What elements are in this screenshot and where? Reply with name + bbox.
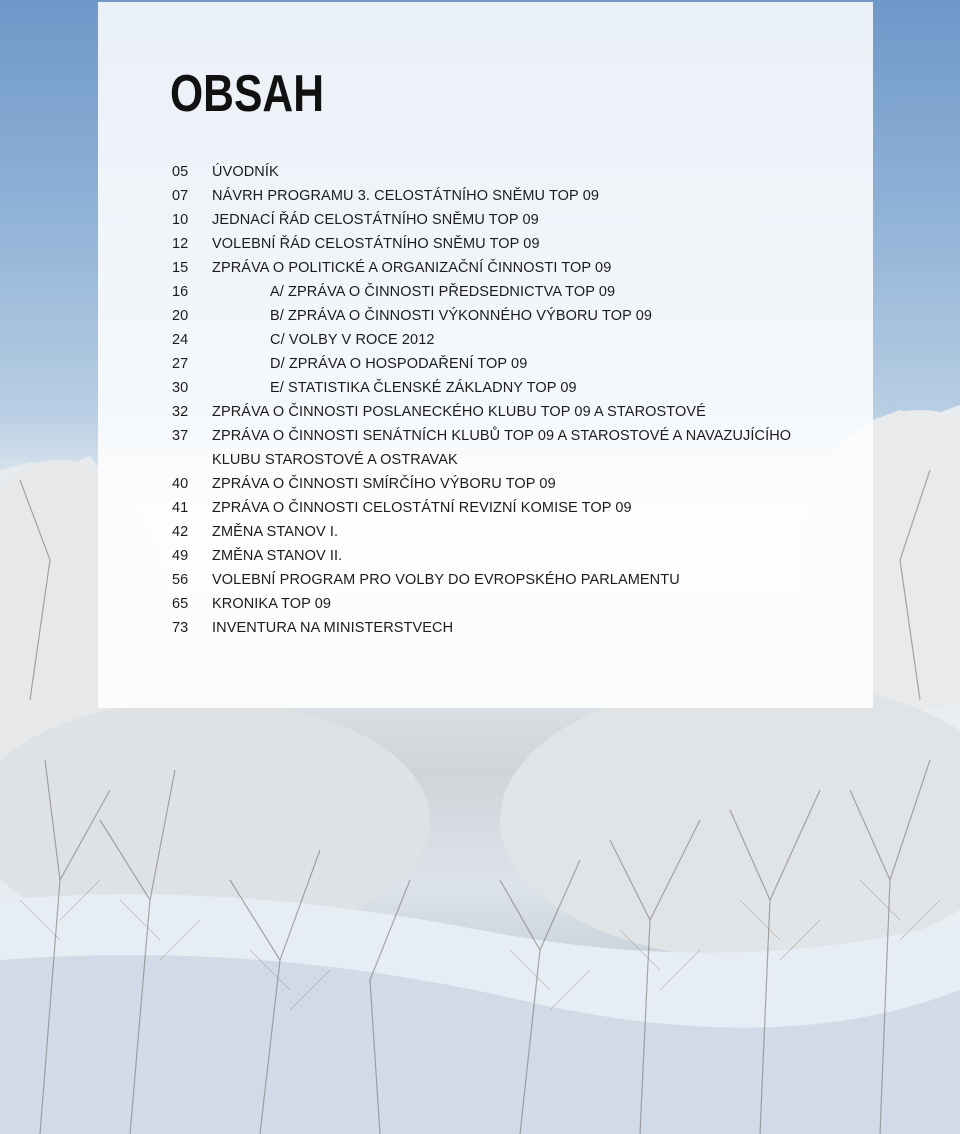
toc-page-number: [172, 448, 212, 472]
toc-entry: [172, 592, 852, 616]
toc-page-number: 12: [172, 236, 189, 252]
toc-page-number: 37: [172, 428, 189, 444]
toc-subentry-title: E/ STATISTIKA ČLENSKÉ ZÁKLADNY TOP 09: [270, 380, 577, 396]
toc-entry: [172, 520, 852, 544]
toc-page-number: 49: [172, 548, 189, 564]
toc-entry: [172, 616, 852, 640]
toc-entry-title: ZPRÁVA O ČINNOSTI CELOSTÁTNÍ REVIZNÍ KOMISE TOP 09: [212, 500, 632, 516]
toc-page-number: 15: [172, 260, 189, 276]
toc-entry: [172, 496, 852, 520]
toc-subentry: [172, 352, 852, 376]
toc-entry-title: ÚVODNÍK: [212, 164, 279, 180]
toc-page-number: 20: [172, 308, 189, 324]
toc-entry: [172, 544, 852, 568]
toc-entry-title: KLUBU STAROSTOVÉ A OSTRAVAK: [212, 452, 458, 468]
toc-entry: [172, 232, 852, 256]
toc-page-number: 73: [172, 620, 189, 636]
toc-page-number: 65: [172, 596, 189, 612]
toc-entry: [172, 208, 852, 232]
toc-page-number: 41: [172, 500, 189, 516]
toc-page-number: 27: [172, 356, 189, 372]
toc-subentry-title: D/ ZPRÁVA O HOSPODAŘENÍ TOP 09: [270, 356, 528, 372]
toc-page-number: 05: [172, 164, 189, 180]
toc-subentry: [172, 280, 852, 304]
toc-entry-title: ZPRÁVA O POLITICKÉ A ORGANIZAČNÍ ČINNOSTI TOP 09: [212, 260, 612, 276]
toc-page-number: 10: [172, 212, 189, 228]
toc-subentry-title: B/ ZPRÁVA O ČINNOSTI VÝKONNÉHO VÝBORU TOP 09: [270, 308, 653, 324]
toc-page-number: 42: [172, 524, 189, 540]
toc-entry-title: ZMĚNA STANOV II.: [212, 548, 343, 564]
toc-entry-title: JEDNACÍ ŘÁD CELOSTÁTNÍHO SNĚMU TOP 09: [212, 212, 539, 228]
toc-page-number: 16: [172, 284, 189, 300]
toc-page-number: 32: [172, 404, 189, 420]
toc-page-number: 40: [172, 476, 189, 492]
toc-entry-continuation: [172, 448, 852, 472]
toc-entry: [172, 256, 852, 280]
toc-entry: [172, 400, 852, 424]
toc-subentry: [172, 328, 852, 352]
toc-entry-title: ZPRÁVA O ČINNOSTI SENÁTNÍCH KLUBŮ TOP 09 A STAROSTOVÉ A NAVAZUJÍCÍHO: [212, 428, 792, 444]
toc-entry-title: VOLEBNÍ PROGRAM PRO VOLBY DO EVROPSKÉHO PARLAMENTU: [212, 572, 680, 588]
toc-entry: [172, 568, 852, 592]
toc-entry-title: ZPRÁVA O ČINNOSTI POSLANECKÉHO KLUBU TOP 09 A STAROSTOVÉ: [212, 404, 706, 420]
toc-entry-title: ZPRÁVA O ČINNOSTI SMÍRČÍHO VÝBORU TOP 09: [212, 476, 556, 492]
toc-entry: [172, 184, 852, 208]
toc-page-number: 56: [172, 572, 189, 588]
toc-entry: [172, 424, 852, 448]
toc-subentry-title: C/ VOLBY V ROCE 2012: [270, 332, 435, 348]
toc-entry-title: KRONIKA TOP 09: [212, 596, 332, 612]
toc-entry-title: INVENTURA NA MINISTERSTVECH: [212, 620, 454, 636]
toc-page-number: 30: [172, 380, 189, 396]
toc-page-number: 07: [172, 188, 189, 204]
toc-entry-title: VOLEBNÍ ŘÁD CELOSTÁTNÍHO SNĚMU TOP 09: [212, 236, 540, 252]
toc-entry: [172, 472, 852, 496]
toc-page-number: 24: [172, 332, 189, 348]
toc-subentry: [172, 376, 852, 400]
toc-entry-title: NÁVRH PROGRAMU 3. CELOSTÁTNÍHO SNĚMU TOP 09: [212, 188, 600, 204]
toc-entry-title: ZMĚNA STANOV I.: [212, 524, 339, 540]
page-title: OBSAH: [170, 65, 324, 123]
table-of-contents: [172, 160, 852, 640]
toc-entry: [172, 160, 852, 184]
toc-subentry: [172, 304, 852, 328]
toc-subentry-title: A/ ZPRÁVA O ČINNOSTI PŘEDSEDNICTVA TOP 09: [270, 284, 616, 300]
